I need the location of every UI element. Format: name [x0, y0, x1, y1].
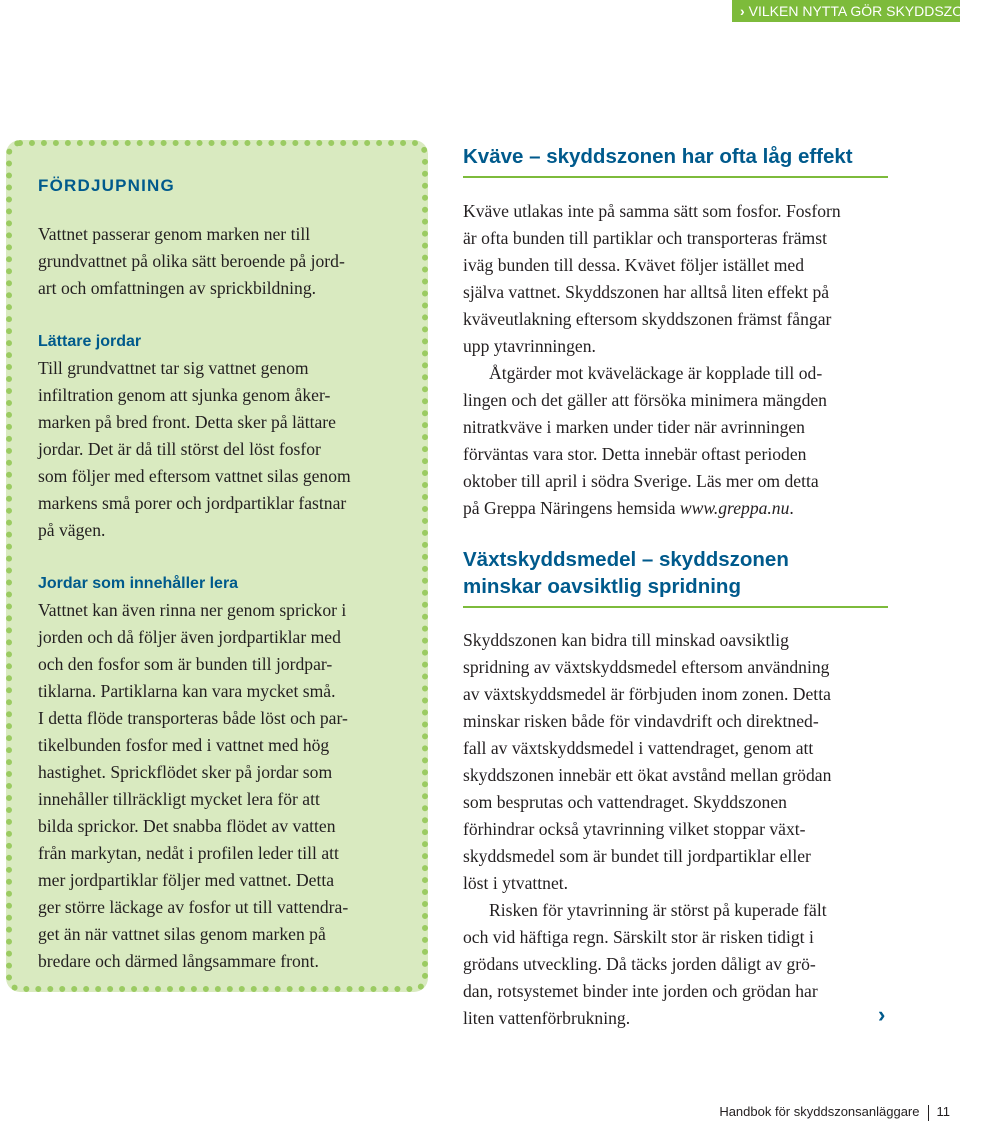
text-line: tikelbunden fosfor med i vattnet med hög [38, 735, 330, 755]
text-line: jordar. Det är då till störst del löst fosfor [38, 439, 321, 459]
vaxtskydd-section [463, 546, 893, 608]
text-line: Skyddszonen kan bidra till minskad oavsiktlig [463, 630, 789, 650]
text-line: av växtskyddsmedel är förbjuden inom zonen. Detta [463, 684, 831, 704]
text-line: Vattnet kan även rinna ner genom sprickor i [38, 600, 347, 620]
text-line: grödans utveckling. Då täcks jorden dåligt av grö- [463, 954, 816, 974]
text-line: lingen och det gäller att försöka minimera mängden [463, 390, 827, 410]
kvave-heading: Kväve – skyddszonen har ofta låg effekt [463, 145, 853, 168]
text-line: förväntas vara stor. Detta innebär oftast perioden [463, 444, 807, 464]
section-nav-label: VILKEN NYTTA GÖR SKYDDSZONEN? [748, 3, 1000, 19]
kvave-section [463, 143, 893, 178]
vaxtskydd-body [463, 627, 893, 1032]
text-line: Kväve utlakas inte på samma sätt som fosfor. Fosforn [463, 201, 841, 221]
text-line: minskar risken både för vindavdrift och direktned- [463, 711, 819, 731]
fordjupning-box [6, 140, 428, 992]
text-line: nitratkväve i marken under tider när avrinningen [463, 417, 805, 437]
heading-divider [463, 176, 888, 178]
text-line: iväg bunden till dessa. Kvävet följer istället med [463, 255, 805, 275]
text-line: förhindrar också ytavrinning vilket stoppar växt- [463, 819, 806, 839]
box-intro [38, 221, 406, 302]
text-line: ger större läckage av fosfor ut till vattendra- [38, 897, 349, 917]
text-line: marken på bred front. Detta sker på lättare [38, 412, 336, 432]
text-line: som besprutas och vattendraget. Skyddszonen [463, 792, 787, 812]
text-line: grundvattnet på olika sätt beroende på jord- [38, 251, 345, 271]
footer-title: Handbok för skyddszonsanläggare [719, 1104, 920, 1119]
text-line: oktober till april i södra Sverige. Läs mer om detta [463, 471, 819, 491]
text-punct: . [789, 498, 794, 518]
vaxtskydd-heading [463, 546, 893, 600]
kvave-paragraph-1 [463, 198, 893, 360]
chevron-right-icon: › [740, 3, 745, 19]
text-line: tiklarna. Partiklarna kan vara mycket små. [38, 681, 336, 701]
text-line: art och omfattningen av sprickbildning. [38, 278, 317, 298]
text-line: är ofta bunden till partiklar och transporteras främst [463, 228, 827, 248]
page-footer [719, 1104, 950, 1121]
text-line: mer jordpartiklar följer med vattnet. Detta [38, 870, 335, 890]
vaxtskydd-paragraph-2 [463, 897, 893, 1032]
kvave-paragraph-2 [463, 360, 893, 522]
box-subheading-lera: Jordar som innehåller lera [38, 575, 239, 592]
text-line: infiltration genom att sjunka genom åker- [38, 385, 331, 405]
box-kicker: FÖRDJUPNING [38, 176, 175, 195]
page-number: 11 [936, 1104, 950, 1119]
box-paragraph-lattare [38, 355, 406, 544]
text-line: dan, rotsystemet binder inte jorden och grödan har [463, 981, 818, 1001]
text-line: Risken för ytavrinning är störst på kuperade fält [489, 900, 827, 920]
text-line: Till grundvattnet tar sig vattnet genom [38, 358, 309, 378]
greppa-link[interactable]: www.greppa.nu [679, 498, 790, 518]
box-subheading-lattare: Lättare jordar [38, 333, 142, 350]
text-line: Åtgärder mot kväveläckage är kopplade till od- [489, 363, 823, 383]
text-line: liten vattenförbrukning. [463, 1008, 631, 1028]
section-nav-tab[interactable] [732, 0, 1000, 22]
text-line: spridning av växtskyddsmedel eftersom användning [463, 657, 830, 677]
text-line: löst i ytvattnet. [463, 873, 569, 893]
text-line: på vägen. [38, 520, 106, 540]
text-line: som följer med eftersom vattnet silas genom [38, 466, 351, 486]
text-line: kväveutlakning eftersom skyddszonen främst fångar [463, 309, 832, 329]
text-line: upp ytavrinningen. [463, 336, 596, 356]
text-line: fall av växtskyddsmedel i vattendraget, genom att [463, 738, 814, 758]
text-line: och vid häftiga regn. Särskilt stor är risken tidigt i [463, 927, 814, 947]
heading-line: Växtskyddsmedel – skyddszonen [463, 548, 789, 571]
text-line: skyddszonen innebär ett ökat avstånd mellan grödan [463, 765, 832, 785]
vaxtskydd-paragraph-1 [463, 627, 893, 897]
fordjupning-content [38, 176, 406, 975]
text-line: jorden och då följer även jordpartiklar med [38, 627, 341, 647]
text-line: på Greppa Näringens hemsida [463, 498, 680, 518]
heading-divider [463, 606, 888, 608]
kvave-body [463, 198, 893, 522]
text-line: markens små porer och jordpartiklar fastnar [38, 493, 347, 513]
text-line: Vattnet passerar genom marken ner till [38, 224, 311, 244]
text-line: get än när vattnet silas genom marken på [38, 924, 326, 944]
continue-arrow-icon[interactable]: › [878, 1002, 886, 1027]
text-line: bredare och därmed långsammare front. [38, 951, 319, 971]
text-line: och den fosfor som är bunden till jordpar- [38, 654, 333, 674]
text-line: innehåller tillräckligt mycket lera för att [38, 789, 320, 809]
text-line: från markytan, nedåt i profilen leder till att [38, 843, 339, 863]
text-line: hastighet. Sprickflödet sker på jordar som [38, 762, 333, 782]
box-paragraph-lera [38, 597, 406, 975]
text-line: I detta flöde transporteras både löst och par- [38, 708, 348, 728]
text-line: själva vattnet. Skyddszonen har alltså liten effekt på [463, 282, 830, 302]
text-line: skyddsmedel som är bundet till jordpartiklar eller [463, 846, 811, 866]
footer-divider [928, 1105, 929, 1121]
heading-line: minskar oavsiktlig spridning [463, 575, 741, 598]
text-line: bilda sprickor. Det snabba flödet av vatten [38, 816, 336, 836]
